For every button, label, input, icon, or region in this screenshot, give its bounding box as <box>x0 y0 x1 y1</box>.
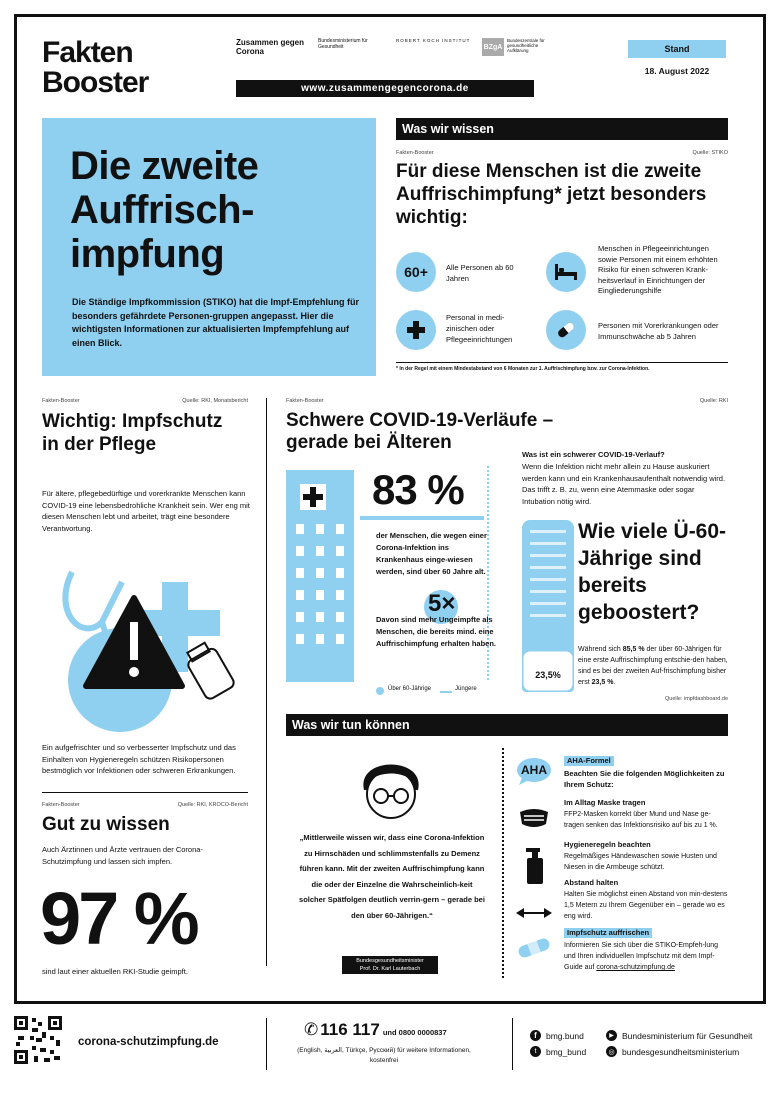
good-source-left: Fakten-Booster <box>42 802 80 808</box>
hospital-over60-percent: 83 % <box>372 466 464 513</box>
lauterbach-quote: „Mittlerweile wissen wir, dass eine Corona-Infektion zu Hirnschäden und schlimmstenfalls zu Demenz führen kann. Mit der zweiten Auffrischimpfung kann die oder der Einzelne die Wahrscheinlich-keit solcher Spätfolgen deutlich verrin-gern – gerade bei den über 60-Jährigen.“ <box>299 833 485 920</box>
distance-arrow-icon <box>516 906 552 920</box>
medical-cross-icon <box>396 310 436 350</box>
aha-badge: AHA-Formel <box>564 756 614 766</box>
svg-text:AHA: AHA <box>521 763 547 777</box>
mask-icon <box>516 806 552 830</box>
bed-icon <box>546 252 586 292</box>
mask-title: Im Alltag Maske tragen <box>564 798 646 807</box>
speaker-role: Bundesgesundheitsminister <box>356 958 424 964</box>
stand-date: 18. August 2022 <box>644 66 710 76</box>
youtube-channel: Bundesministerium für Gesundheit <box>622 1030 753 1041</box>
know-source-left: Fakten-Booster <box>396 150 434 156</box>
aha-intro: Beachten Sie die folgenden Möglichkeiten zu Ihrem Schutz: <box>564 769 725 789</box>
know-item-care: Menschen in Pflegeeinrichtungen sowie Personen mit einem erhöhten Risiko für einen schweren Krank-heitsverlauf in Einrichtungen der Eingliederungshilfe <box>598 244 718 295</box>
good-bottom: sind laut einer aktuellen RKI-Studie geimpft. <box>42 967 188 976</box>
care-heading: Wichtig: Impfschutz in der Pflege <box>42 411 223 455</box>
logo-line2: Booster <box>42 66 149 99</box>
booster-vial <box>522 520 574 692</box>
boost-text-c: . <box>613 679 616 686</box>
boost-value-second: 23,5 % <box>591 679 614 686</box>
hero-intro: Die Ständige Impfkommission (STIKO) hat die Impf-Empfehlung für besonders gefährdete Personen-gruppen angepasst. Hier die wichtigsten Informationen zur aktualisierten Impfempfehlung auf einen Blick. <box>72 297 360 348</box>
soap-dispenser-icon <box>524 846 546 884</box>
boost-source[interactable]: Quelle: impfdashboard.de <box>665 696 728 702</box>
partner-bzga-text: Bundeszentrale für gesundheitliche Aufklärung <box>507 38 545 53</box>
boost-text-a: Während sich <box>578 646 623 653</box>
partner-bzga-logo: BZgA <box>482 38 504 56</box>
care-text: Für ältere, pflegebedürftige und vorerkrankte Menschen kann COVID-19 eine lebensbedrohliche Krankheit sein. Wer eng mit diesen Menschen lebt und arbeitet, trägt eine besondere Verantwortung. <box>42 489 250 533</box>
qr-code[interactable] <box>14 1016 62 1064</box>
hero-title: Die zweite Auffrisch-impfung <box>70 144 259 276</box>
phone-icon: ✆ <box>304 1020 319 1039</box>
care-source-right: Quelle: RKI, Monatsbericht <box>182 398 248 404</box>
instagram-link[interactable] <box>606 1046 739 1057</box>
partner-bmg: Bundesministerium für Gesundheit <box>318 38 368 50</box>
know-item-staff: Personal in medi-zinischen oder Pflegeeinrichtungen <box>446 313 513 344</box>
partner-rki: ROBERT KOCH INSTITUT <box>396 38 471 43</box>
facebook-handle: bmg.bund <box>546 1030 584 1041</box>
know-source-right: Quelle: STIKO <box>692 150 728 156</box>
factor-text: Davon sind mehr Ungeimpfte als Menschen, die bereits mind. eine Auffrischimpfung erhalten haben. <box>376 615 497 648</box>
severe-answer: Wenn die Infektion nicht mehr allein zu Hause auskuriert werden kann und ein Krankenhausaufenthalt notwendig wird. Das trifft z. B. zu, wenn eine Atemmaske oder sogar Intubation nötig wird. <box>522 462 726 506</box>
good-text: Auch Ärztinnen und Ärzte vertrauen der Corona-Schutzimpfung und lassen sich impfen. <box>42 845 203 866</box>
boost-value-first: 85,5 % <box>622 646 645 653</box>
severe-question: Was ist ein schwerer COVID-19-Verlauf? <box>522 450 665 459</box>
legend-younger: Jüngere <box>455 686 477 692</box>
care-bottom: Ein aufgefrischter und so verbesserter Impfschutz und das Einhalten von Hygieneregeln schützen Risikopersonen bestmöglich vor Infektionen oder schweren Erkrankungen. <box>42 743 236 775</box>
can-bar: Was wir tun können <box>286 714 728 736</box>
youtube-icon: ▶ <box>606 1030 617 1041</box>
footer-divider-1 <box>266 1018 267 1070</box>
speaker-caption <box>342 956 438 974</box>
lauterbach-portrait-icon <box>346 750 436 820</box>
unvaccinated-factor: 5× <box>428 590 456 617</box>
facebook-icon: f <box>530 1030 541 1041</box>
twitter-icon: t <box>530 1046 541 1057</box>
know-divider <box>396 362 728 363</box>
distance-text: Halten Sie möglichst einen Abstand von min-destens 1,5 Metern zu Ihrem Gegenüber ein – gerade wo es eng wird. <box>564 891 728 920</box>
campaign-url[interactable]: www.zusammengegencorona.de <box>236 80 534 97</box>
legend-younger-swatch <box>440 691 452 693</box>
know-heading: Für diese Menschen ist die zweite Auffrischimpfung* jetzt besonders wichtig: <box>396 161 707 228</box>
hotline-secondary: und 0800 0000837 <box>382 1028 447 1037</box>
stand-label: Stand <box>628 40 726 58</box>
care-source-left: Fakten-Booster <box>42 398 80 404</box>
impf-guide-link[interactable]: corona-schutzimpfung.de <box>596 964 675 971</box>
column-divider <box>266 398 267 966</box>
hygiene-text: Regelmäßiges Händewaschen sowie Husten und Niesen in die Armbeuge schützt. <box>564 853 717 871</box>
vaccine-text-body: Informieren Sie sich über die STIKO-Empfeh-lung und Ihren individuellen Impfschutz mit dem Impf-Guide auf <box>564 942 719 971</box>
footer-site[interactable]: corona-schutzimpfung.de <box>78 1036 219 1048</box>
hospital-stat-text: der Menschen, die wegen einer Corona-Infektion ins Krankenhaus einge-wiesen werden, sind über 60 Jahre alt. <box>376 531 487 576</box>
mask-text: FFP2-Masken korrekt über Mund und Nase ge-tragen senken das Infektionsrisiko auf bis zu 1 %. <box>564 811 718 829</box>
vaccine-text <box>564 940 728 973</box>
pill-icon <box>546 310 586 350</box>
speaker-name: Prof. Dr. Karl Lauterbach <box>359 966 421 972</box>
hotline[interactable] <box>304 1020 447 1040</box>
hygiene-title: Hygieneregeln beachten <box>564 840 651 849</box>
youtube-link[interactable] <box>606 1030 752 1041</box>
good-source-right: Quelle: RKI, KROCO-Bericht <box>177 802 248 808</box>
footer-divider-2 <box>512 1018 513 1070</box>
severe-source-left: Fakten-Booster <box>286 398 324 404</box>
twitter-handle: bmg_bund <box>546 1046 587 1057</box>
vial-label: 23,5% <box>535 670 561 680</box>
know-bar: Was wir wissen <box>396 118 728 140</box>
severe-source-right: Quelle: RKI <box>699 398 728 404</box>
care-divider <box>42 792 248 793</box>
doctors-vaccinated-percent: 97 % <box>40 877 197 960</box>
good-heading: Gut zu wissen <box>42 814 170 835</box>
boost-text <box>578 644 728 688</box>
severe-heading: Schwere COVID-19-Verläufe – gerade bei Älteren <box>286 410 554 453</box>
logo-line1: Fakten <box>42 36 133 69</box>
partner-zgc: Zusammen gegen Corona <box>236 38 305 56</box>
distance-title: Abstand halten <box>564 878 619 887</box>
boost-heading: Wie viele Ü-60-Jährige sind bereits geboostert? <box>578 520 727 624</box>
legend-over60: Über 60-Jährige <box>388 686 432 692</box>
boost-text-b: der über 60-Jährigen für eine erste Auffrischimpfung entschie-den haben, sind es bei der zweiten Auf-frischimpfung bisher erst <box>578 646 728 686</box>
hotline-languages: (English, العربية, Türkçe, Русский) für weitere Informationen, kostenfrei <box>297 1047 471 1064</box>
facebook-link[interactable] <box>530 1030 584 1041</box>
band-aid-icon <box>516 938 552 958</box>
know-footnote: * In der Regel mit einem Mindestabstand von 6 Monaten zur 1. Auffrischimpfung bzw. zur Corona-Infektion. <box>396 366 650 372</box>
instagram-icon: ◎ <box>606 1046 617 1057</box>
care-illustration <box>42 552 252 732</box>
age-60-badge: 60+ <box>396 252 436 292</box>
aha-icon <box>516 756 552 786</box>
legend-over60-swatch <box>376 687 384 695</box>
can-divider <box>502 748 504 978</box>
know-item-preexisting: Personen mit Vorerkrankungen oder Immunschwäche ab 5 Jahren <box>598 321 719 341</box>
instagram-handle: bundesgesundheitsministerium <box>622 1046 740 1057</box>
hotline-number: 116 117 <box>320 1020 380 1039</box>
fakten-booster-logo <box>42 38 148 98</box>
twitter-link[interactable] <box>530 1046 586 1057</box>
vaccine-badge: Impfschutz auffrischen <box>564 928 652 938</box>
know-item-age: Alle Personen ab 60 Jahren <box>446 263 514 283</box>
